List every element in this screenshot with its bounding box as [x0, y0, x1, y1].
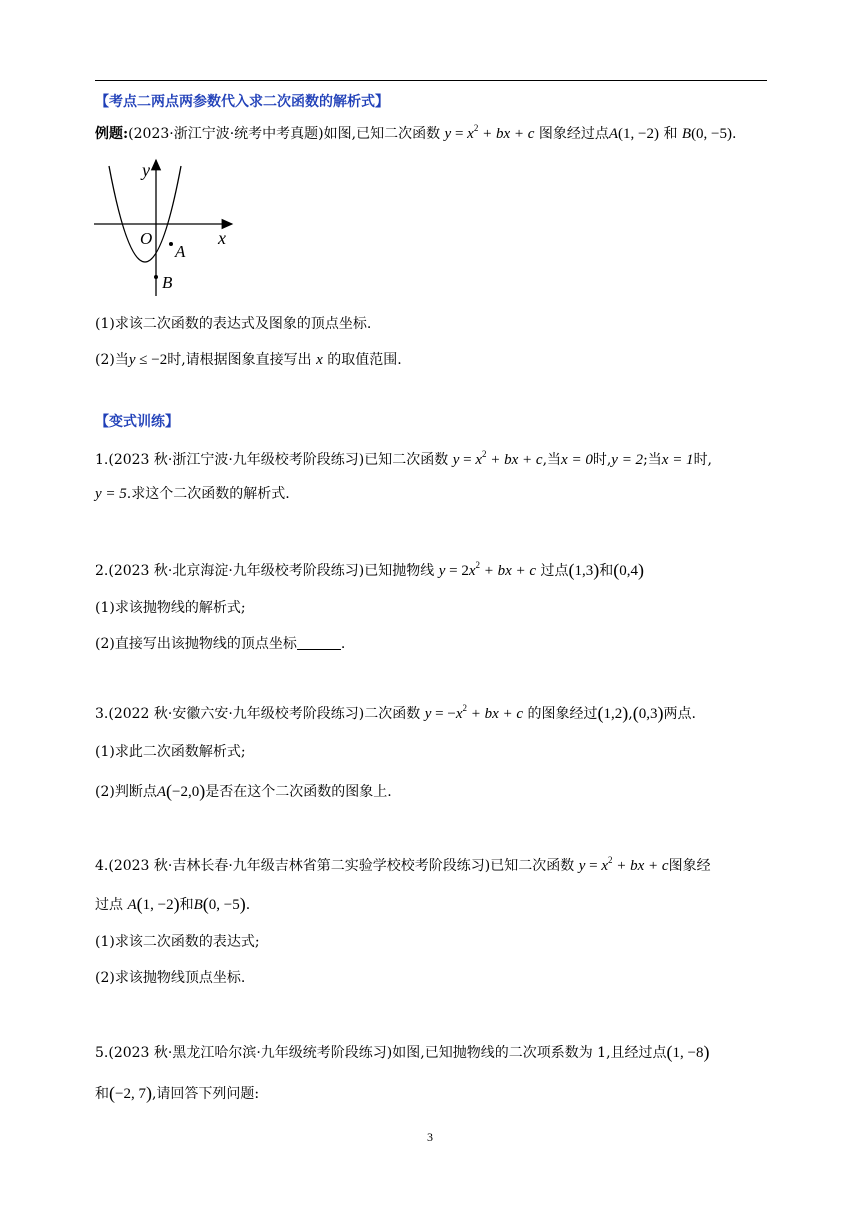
problem-4-line-2: 过点 A(1, −2)和B(0, −5).: [95, 894, 251, 914]
problem-4-line-1: 4.(2023 秋·吉林长春·九年级吉林省第二实验学校校考阶段练习)已知二次函数 $y = x^2$ + bx + c图象经: [95, 855, 711, 874]
problem-5-line-2: 和(−2, 7),请回答下列问题:: [95, 1083, 260, 1103]
point-b-label: B: [681, 126, 692, 142]
problem-2-line-1: 2.(2023 秋·北京海淀·九年级校考阶段练习)已知抛物线 $y = 2x^2$ + bx + c 过点(1,3)和(0,4): [95, 560, 645, 580]
point-b-dot: [154, 275, 158, 279]
point-a-label: A: [608, 126, 619, 142]
problem-1-line-2: y = 5.求这个二次函数的解析式.: [95, 486, 290, 502]
section-heading: 【考点二两点两参数代入求二次函数的解析式】: [95, 94, 389, 110]
problem-3-line-1: 3.(2022 秋·安徽六安·九年级校考阶段练习)二次函数 $y = -x^2$ + bx + c 的图象经过(1,2),(0,3)两点.: [95, 703, 696, 723]
problem-2-q1: (1)求该抛物线的解析式;: [95, 600, 246, 616]
example-label: 例题:: [95, 126, 129, 142]
parabola-figure: [92, 158, 242, 298]
figure-point-a: A: [175, 242, 186, 261]
variant-heading: 【变式训练】: [95, 414, 179, 430]
y-axis-label: y: [142, 160, 150, 180]
example-end: .: [732, 126, 737, 142]
page-number: 3: [427, 1130, 433, 1144]
example-source: (2023·浙江宁波·统考中考真题): [128, 126, 324, 142]
answer-blank[interactable]: [297, 635, 341, 650]
problem-1-line-1: 1.(2023 秋·浙江宁波·九年级校考阶段练习)已知二次函数 $y = x^2$ + bx + c,当x = 0时,y = 2;当x = 1时,: [95, 449, 713, 468]
example-and: 和: [663, 126, 678, 142]
x-axis-label: x: [218, 228, 226, 248]
problem-4-q1: (1)求该二次函数的表达式;: [95, 934, 260, 950]
figure-point-b: B: [162, 273, 173, 292]
top-rule: [95, 80, 767, 81]
origin-label: O: [140, 229, 153, 248]
problem-5-line-1: 5.(2023 秋·黑龙江哈尔滨·九年级统考阶段练习)如图,已知抛物线的二次项系数为 1,且经过点(1, −8): [95, 1042, 710, 1062]
example-line: [95, 124, 736, 144]
point-a-dot: [169, 242, 173, 246]
problem-3-q2: (2)判断点A(−2,0)是否在这个二次函数的图象上.: [95, 781, 392, 801]
problem-4-q2: (2)求该抛物线顶点坐标.: [95, 970, 246, 986]
problem-2-q2: (2)直接写出该抛物线的顶点坐标 .: [95, 636, 346, 652]
example-function: $y = x^2$ + bx + c: [444, 123, 535, 142]
problem-3-q1: (1)求此二次函数解析式;: [95, 744, 246, 760]
point-a-coords: (1, −2): [618, 126, 659, 142]
example-q2: (2)当y ≤ −2时,请根据图象直接写出 x 的取值范围.: [95, 352, 402, 368]
point-b-coords: (0, −5): [691, 126, 733, 142]
example-intro: 如图,已知二次函数: [323, 126, 441, 142]
example-q1: (1)求该二次函数的表达式及图象的顶点坐标.: [95, 316, 372, 332]
example-middle: 图象经过点: [538, 126, 609, 142]
